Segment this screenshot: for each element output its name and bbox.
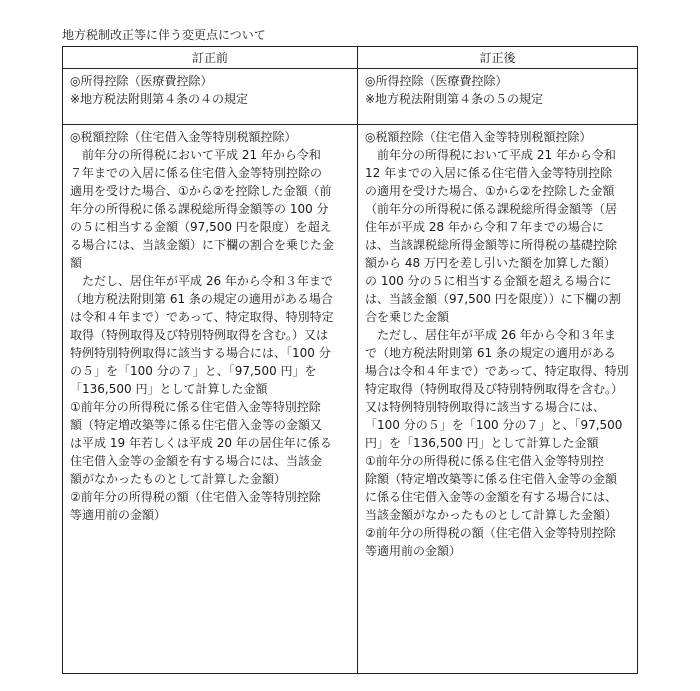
text-line: 年分の所得税に係る課税総所得金額等の 100 分 [70, 202, 329, 216]
header-after: 訂正後 [358, 47, 637, 69]
text-line: ◎所得控除（医療費控除） [365, 74, 508, 88]
text-line: に係る住宅借入金等の金額を有する場合には、 [365, 490, 618, 504]
text-line: で（地方税法附則第 61 条の規定の適用がある [365, 346, 616, 360]
text-line: の５」を「100 分の７」と、「97,500 円」を [70, 364, 317, 378]
text-line: ◎税額控除（住宅借入金等特別税額控除） [70, 130, 297, 144]
text-line: ②前年分の所得税の額（住宅借入金等特別控除 [70, 490, 321, 504]
text-line: の 100 分の５に相当する金額を超える場合に [365, 274, 612, 288]
text-line: 場合は令和４年まで）であって、特定取得、特別 [365, 364, 629, 378]
income-deduction-after [358, 69, 637, 125]
text-line: 12 年までの入居に係る住宅借入金等特別控除 [365, 166, 613, 180]
text-line: ※地方税法附則第４条の５の規定 [365, 92, 544, 106]
text-line: 住年が平成 28 年から令和７年までの場合に [365, 220, 604, 234]
text-line: ただし、居住年が平成 26 年から令和３年まで [82, 274, 333, 288]
text-line: 取得（特例取得及び特別特例取得を含む。）又は [70, 328, 329, 342]
text-line: ◎税額控除（住宅借入金等特別税額控除） [365, 130, 592, 144]
text-line: 「100 分の５」を「100 分の７」と、「97,500 [365, 418, 623, 432]
text-line: 額がなかったものとして計算した金額） [70, 472, 287, 486]
text-line: の５に相当する金額（97,500 円を限度）を超え [70, 220, 332, 234]
tax-credit-before [63, 125, 358, 673]
text-line: 額から 48 万円を差し引いた額を加算した額） [365, 256, 616, 270]
text-line: ※地方税法附則第４条の４の規定 [70, 92, 249, 106]
text-line: ①前年分の所得税に係る住宅借入金等特別控除 [70, 400, 321, 414]
text-line: ◎所得控除（医療費控除） [70, 74, 213, 88]
text-line: 額（特定増改築等に係る住宅借入金等の金額又 [70, 418, 323, 432]
text-line: 「136,500 円」として計算した金額 [70, 382, 268, 396]
text-line: 住宅借入金等の金額を有する場合には、当該金 [70, 454, 323, 468]
text-line: 特定取得（特例取得及び特別特例取得を含む。） [365, 382, 624, 396]
text-line: 特例特別特例取得に該当する場合には、「100 分 [70, 346, 331, 360]
page-title: 地方税制改正等に伴う変更点について [62, 28, 266, 42]
text-line: 適用を受けた場合、①から②を控除した金額（前 [70, 184, 332, 198]
text-line: （地方税法附則第 61 条の規定の適用がある場合 [70, 292, 333, 306]
text-line: 前年分の所得税において平成 21 年から令和 [82, 148, 321, 162]
text-line: （前年分の所得税に係る課税総所得金額等（居 [365, 202, 618, 216]
text-line: 又は特例特別特例取得に該当する場合には、 [365, 400, 606, 414]
header-before: 訂正前 [63, 47, 358, 69]
text-line: 額 [70, 256, 83, 270]
text-line: は、当該金額（97,500 円を限度））に下欄の割 [365, 292, 621, 306]
text-line: ②前年分の所得税の額（住宅借入金等特別控除 [365, 526, 616, 540]
text-line: は令和４年まで）であって、特定取得、特別特定 [70, 310, 334, 324]
text-line: 等適用前の金額） [365, 544, 462, 558]
income-deduction-before [63, 69, 358, 125]
text-line: ①前年分の所得税に係る住宅借入金等特別控 [365, 454, 604, 468]
text-line: は平成 19 年若しくは平成 20 年の居住年に係る [70, 436, 332, 450]
text-line: 除額（特定増改築等に係る住宅借入金等の金額 [365, 472, 618, 486]
text-line: ７年までの入居に係る住宅借入金等特別控除の [70, 166, 323, 180]
text-line: 前年分の所得税において平成 21 年から令和 [377, 148, 616, 162]
comparison-table [62, 46, 638, 674]
text-line: 合を乗じた金額 [365, 310, 450, 324]
text-line: 等適用前の金額） [70, 508, 167, 522]
text-line: 当該金額がなかったものとして計算した金額） [365, 508, 618, 522]
text-line: の適用を受けた場合、①から②を控除した金額 [365, 184, 615, 198]
text-line: ただし、居住年が平成 26 年から令和３年ま [377, 328, 616, 342]
text-line: 円」を「136,500 円」として計算した金額 [365, 436, 599, 450]
text-line: る場合には、当該金額）に下欄の割合を乗じた金 [70, 238, 335, 252]
tax-credit-after [358, 125, 637, 673]
text-line: は、当該課税総所得金額等に所得税の基礎控除 [365, 238, 618, 252]
